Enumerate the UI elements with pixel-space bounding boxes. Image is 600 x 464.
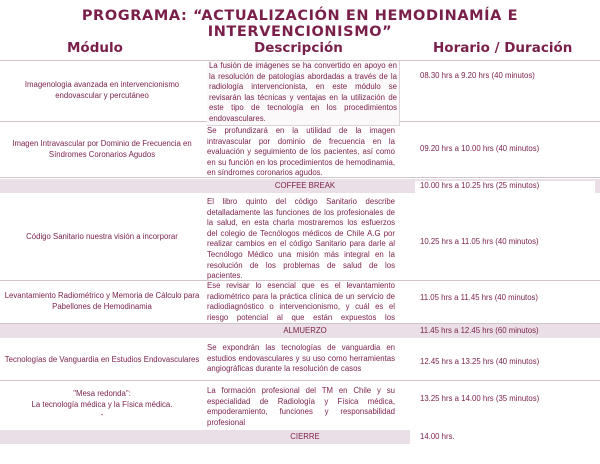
break-label: COFFEE BREAK (274, 181, 336, 190)
row-module: Levantamiento Radiométrico y Memoria de Cálculo para Pabellones de Hemodinamia (4, 291, 200, 311)
row-schedule: 13.25 hrs a 14.00 hrs (35 minutos) (420, 394, 540, 403)
row-description: Ese revisar lo esencial que es el levantamiento radiométrico para la práctica clínica de un servicio de radiodiagnóstico o intervencionismo, y cuál es el riesgo potencial al que están expuestos los (207, 281, 395, 322)
row-schedule: 11.45 hrs a 12.45 hrs (60 minutos) (420, 326, 539, 335)
row-module: "Mesa redonda": La tecnología médica y la Física médica. - (31, 389, 173, 420)
row-description: Se expondrán las tecnologías de vanguardia en estudios endovasculares y su uso como herramientas angiográficas durante la resolución de casos (207, 343, 395, 374)
break-row (0, 324, 600, 338)
program-row (0, 281, 600, 324)
break-label: ALMUERZO (283, 326, 327, 335)
row-schedule: 11.05 hrs a 11.45 hrs (40 minutos) (420, 293, 539, 302)
row-schedule: 09.20 hrs a 10.00 hrs (40 minutos) (420, 144, 540, 153)
row-description: La fusión de imágenes se ha convertido en apoyo en la resolución de patologías abordadas a través de la radiología intervencionista, en este módulo se revisarán las técnicas y ventajas en la utilización de este tipo de tecnología en los procedimientos endovasculares. (207, 61, 400, 126)
header-schedule: Horario / Duración (433, 40, 573, 56)
program-title: PROGRAMA: “ACTUALIZACIÓN EN HEMODINAMÍA E INTERVENCIONISMO” (81, 8, 519, 40)
row-module: Código Sanitario nuestra visión a incorporar (26, 232, 178, 242)
row-description: El libro quinto del código Sanitario describe detalladamente las funciones de los profesionales de la salud, en esta charla mostraremos los esfuerzos del colegio de Tecnólogos médicos de Chile A.G por realizar cambios en el código Sanitario para darle al Tecnólogo Médico una misión más integral en la resolución de los problemas de salud de los pacientes. (207, 197, 395, 281)
program-row (0, 122, 600, 178)
row-module: Imagen Intravascular por Dominio de Frecuencia en Síndromes Coronarios Agudos (12, 138, 192, 159)
row-module: Tecnologías de Vanguardia en Estudios Endovasculares (4, 354, 200, 364)
row-schedule: 10.00 hrs a 10.25 hrs (25 minutos) (415, 181, 595, 195)
row-schedule: 14.00 hrs. (420, 432, 455, 441)
program-row (0, 382, 600, 428)
program-row (0, 340, 600, 381)
row-schedule: 12.45 hrs a 13.25 hrs (40 minutos) (420, 357, 540, 366)
header-module: Módulo (67, 40, 123, 56)
row-description: La formación profesional del TM en Chile y su especialidad de Radiología y Física médica, empoderamiento, funciones y responsabilidad profesional (207, 386, 395, 427)
break-row (0, 179, 600, 193)
header-description: Descripción (254, 40, 343, 56)
program-row (0, 61, 600, 122)
program-row (0, 195, 600, 281)
row-description: Se profundizará en la utilidad de la imagen intravascular por dominio de frecuencia en la evaluación y seguimiento de los pacientes, así como en su función en los procedimientos de hemodinamia, en síndromes coronarios agudos. (207, 126, 395, 178)
row-module: Imagenologia avanzada en intervencionismo endovascular y percutáneo (24, 80, 180, 100)
row-schedule: 08.30 hrs a 9.20 hrs (40 minutos) (420, 71, 535, 80)
row-schedule: 10.25 hrs a 11.05 hrs (40 minutos) (420, 237, 539, 246)
break-label: CIERRE (290, 432, 320, 441)
break-row (0, 430, 410, 444)
